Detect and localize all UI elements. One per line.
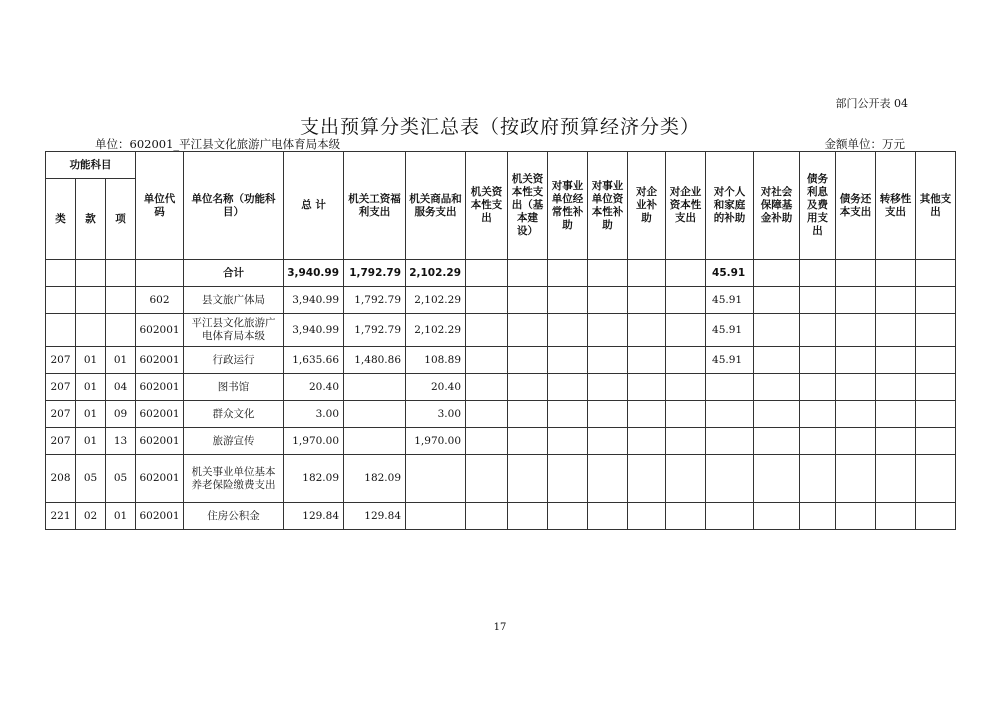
c3-cell [466, 401, 508, 428]
c7-cell [628, 455, 666, 503]
col-header-4: 机关资本性支出（基本建设） [508, 152, 548, 260]
total-cell: 3,940.99 [284, 314, 344, 347]
unit-name-header: 单位名称（功能科目） [184, 152, 284, 260]
c11-cell [800, 374, 836, 401]
c9-cell [706, 455, 754, 503]
c12-cell [836, 401, 876, 428]
kuan-cell: 01 [76, 428, 106, 455]
table-row [46, 455, 956, 503]
c9-cell [706, 503, 754, 530]
c8-cell [666, 287, 706, 314]
code-cell: 602001 [136, 347, 184, 374]
c13-cell [876, 260, 916, 287]
code-cell: 602001 [136, 428, 184, 455]
c1-cell: 1,480.86 [344, 347, 406, 374]
c7-cell [628, 374, 666, 401]
c7-cell [628, 314, 666, 347]
c2-cell: 1,970.00 [406, 428, 466, 455]
c14-cell [916, 503, 956, 530]
name-cell: 群众文化 [184, 401, 284, 428]
xiang-cell [106, 260, 136, 287]
col-header-10: 对社会保障基金补助 [754, 152, 800, 260]
total-cell: 129.84 [284, 503, 344, 530]
c7-cell [628, 428, 666, 455]
c14-cell [916, 401, 956, 428]
table-row [46, 428, 956, 455]
code-cell: 602001 [136, 455, 184, 503]
c6-cell [588, 428, 628, 455]
table-row [46, 347, 956, 374]
c5-cell [548, 374, 588, 401]
c9-cell: 45.91 [706, 287, 754, 314]
c11-cell [800, 314, 836, 347]
c11-cell [800, 347, 836, 374]
xiang-cell [106, 314, 136, 347]
name-cell: 住房公积金 [184, 503, 284, 530]
c13-cell [876, 374, 916, 401]
lei-cell: 207 [46, 347, 76, 374]
lei-cell: 207 [46, 374, 76, 401]
c4-cell [508, 287, 548, 314]
c7-cell [628, 347, 666, 374]
c5-cell [548, 347, 588, 374]
total-cell: 3,940.99 [284, 287, 344, 314]
c13-cell [876, 287, 916, 314]
c2-cell: 3.00 [406, 401, 466, 428]
c1-cell: 129.84 [344, 503, 406, 530]
c8-cell [666, 374, 706, 401]
c9-cell [706, 428, 754, 455]
kuan-cell: 01 [76, 374, 106, 401]
col-header-3: 机关资本性支出 [466, 152, 508, 260]
c13-cell [876, 401, 916, 428]
c1-cell [344, 428, 406, 455]
table-row [46, 260, 956, 287]
code-cell [136, 260, 184, 287]
c2-cell: 2,102.29 [406, 314, 466, 347]
col-header-8: 对企业资本性支出 [666, 152, 706, 260]
col-header-13: 转移性支出 [876, 152, 916, 260]
name-cell: 机关事业单位基本养老保险缴费支出 [184, 455, 284, 503]
c4-cell [508, 347, 548, 374]
table-row [46, 503, 956, 530]
c6-cell [588, 287, 628, 314]
lei-cell: 208 [46, 455, 76, 503]
c10-cell [754, 374, 800, 401]
table-row [46, 314, 956, 347]
c4-cell [508, 374, 548, 401]
c2-cell: 2,102.29 [406, 287, 466, 314]
c14-cell [916, 347, 956, 374]
c1-cell [344, 374, 406, 401]
total-header: 总 计 [284, 152, 344, 260]
c8-cell [666, 401, 706, 428]
c2-cell [406, 503, 466, 530]
name-cell: 旅游宣传 [184, 428, 284, 455]
c12-cell [836, 503, 876, 530]
c10-cell [754, 347, 800, 374]
xiang-cell: 13 [106, 428, 136, 455]
name-cell: 图书馆 [184, 374, 284, 401]
c12-cell [836, 287, 876, 314]
c10-cell [754, 287, 800, 314]
table-row [46, 287, 956, 314]
total-cell: 182.09 [284, 455, 344, 503]
c3-cell [466, 503, 508, 530]
xiang-cell: 09 [106, 401, 136, 428]
c9-cell: 45.91 [706, 260, 754, 287]
c6-cell [588, 455, 628, 503]
c1-cell: 1,792.79 [344, 287, 406, 314]
c11-cell [800, 428, 836, 455]
c10-cell [754, 455, 800, 503]
c9-cell: 45.91 [706, 347, 754, 374]
total-cell: 1,970.00 [284, 428, 344, 455]
kuan-cell: 02 [76, 503, 106, 530]
c5-cell [548, 287, 588, 314]
c6-cell [588, 374, 628, 401]
table-row [46, 401, 956, 428]
xiang-header: 项 [106, 179, 136, 260]
xiang-cell [106, 287, 136, 314]
c1-cell: 1,792.79 [344, 260, 406, 287]
c12-cell [836, 260, 876, 287]
c8-cell [666, 347, 706, 374]
col-header-9: 对个人和家庭的补助 [706, 152, 754, 260]
c2-cell: 2,102.29 [406, 260, 466, 287]
c3-cell [466, 428, 508, 455]
budget-table [45, 151, 956, 530]
c14-cell [916, 455, 956, 503]
lei-cell: 207 [46, 401, 76, 428]
c8-cell [666, 260, 706, 287]
c1-cell: 1,792.79 [344, 314, 406, 347]
table-body [46, 260, 956, 530]
name-cell: 平江县文化旅游广电体育局本级 [184, 314, 284, 347]
c11-cell [800, 287, 836, 314]
c5-cell [548, 503, 588, 530]
code-cell: 602 [136, 287, 184, 314]
c5-cell [548, 428, 588, 455]
col-header-14: 其他支出 [916, 152, 956, 260]
name-cell: 县文旅广体局 [184, 287, 284, 314]
c14-cell [916, 374, 956, 401]
c8-cell [666, 455, 706, 503]
c7-cell [628, 503, 666, 530]
lei-cell [46, 287, 76, 314]
table-row [46, 374, 956, 401]
col-header-1: 机关工资福利支出 [344, 152, 406, 260]
c14-cell [916, 287, 956, 314]
page-title: 支出预算分类汇总表（按政府预算经济分类） [299, 116, 700, 138]
c4-cell [508, 455, 548, 503]
c4-cell [508, 314, 548, 347]
col-header-6: 对事业单位资本性补助 [588, 152, 628, 260]
total-cell: 3.00 [284, 401, 344, 428]
c7-cell [628, 401, 666, 428]
code-cell: 602001 [136, 401, 184, 428]
lei-cell [46, 314, 76, 347]
c6-cell [588, 503, 628, 530]
total-cell: 3,940.99 [284, 260, 344, 287]
c11-cell [800, 401, 836, 428]
c3-cell [466, 374, 508, 401]
lei-cell: 207 [46, 428, 76, 455]
c13-cell [876, 347, 916, 374]
c4-cell [508, 503, 548, 530]
c5-cell [548, 401, 588, 428]
unit-code-header: 单位代码 [136, 152, 184, 260]
c10-cell [754, 503, 800, 530]
c5-cell [548, 260, 588, 287]
col-header-11: 债务利息及费用支出 [800, 152, 836, 260]
c10-cell [754, 314, 800, 347]
c2-cell [406, 455, 466, 503]
c4-cell [508, 401, 548, 428]
c10-cell [754, 401, 800, 428]
c3-cell [466, 287, 508, 314]
c5-cell [548, 314, 588, 347]
c3-cell [466, 260, 508, 287]
c14-cell [916, 428, 956, 455]
code-cell: 602001 [136, 374, 184, 401]
c4-cell [508, 428, 548, 455]
c6-cell [588, 314, 628, 347]
xiang-cell: 04 [106, 374, 136, 401]
col-header-7: 对企业补助 [628, 152, 666, 260]
c6-cell [588, 347, 628, 374]
xiang-cell: 01 [106, 347, 136, 374]
c9-cell [706, 374, 754, 401]
c12-cell [836, 347, 876, 374]
c2-cell: 20.40 [406, 374, 466, 401]
c8-cell [666, 314, 706, 347]
c6-cell [588, 401, 628, 428]
c12-cell [836, 374, 876, 401]
name-cell: 合计 [184, 260, 284, 287]
c12-cell [836, 455, 876, 503]
func-subject-header: 功能科目 [46, 152, 136, 179]
kuan-cell [76, 260, 106, 287]
c7-cell [628, 260, 666, 287]
unit-label: 单位：602001_平江县文化旅游广电体育局本级 [95, 137, 341, 151]
c13-cell [876, 503, 916, 530]
c13-cell [876, 314, 916, 347]
lei-cell: 221 [46, 503, 76, 530]
xiang-cell: 01 [106, 503, 136, 530]
c3-cell [466, 455, 508, 503]
code-cell: 602001 [136, 314, 184, 347]
c10-cell [754, 260, 800, 287]
total-cell: 20.40 [284, 374, 344, 401]
lei-header: 类 [46, 179, 76, 260]
amount-unit-label: 金额单位：万元 [824, 137, 905, 151]
c1-cell: 182.09 [344, 455, 406, 503]
name-cell: 行政运行 [184, 347, 284, 374]
c9-cell [706, 401, 754, 428]
c11-cell [800, 455, 836, 503]
c8-cell [666, 428, 706, 455]
lei-cell [46, 260, 76, 287]
c3-cell [466, 314, 508, 347]
c14-cell [916, 314, 956, 347]
page-number: 17 [493, 622, 507, 633]
c12-cell [836, 428, 876, 455]
c2-cell: 108.89 [406, 347, 466, 374]
c13-cell [876, 428, 916, 455]
xiang-cell: 05 [106, 455, 136, 503]
c11-cell [800, 260, 836, 287]
table-number: 部门公开表 04 [835, 97, 908, 110]
c3-cell [466, 347, 508, 374]
kuan-cell: 05 [76, 455, 106, 503]
c4-cell [508, 260, 548, 287]
c7-cell [628, 287, 666, 314]
c12-cell [836, 314, 876, 347]
c1-cell [344, 401, 406, 428]
c10-cell [754, 428, 800, 455]
c13-cell [876, 455, 916, 503]
kuan-cell: 01 [76, 401, 106, 428]
c11-cell [800, 503, 836, 530]
col-header-2: 机关商品和服务支出 [406, 152, 466, 260]
kuan-cell [76, 314, 106, 347]
kuan-cell [76, 287, 106, 314]
c14-cell [916, 260, 956, 287]
col-header-12: 债务还本支出 [836, 152, 876, 260]
col-header-5: 对事业单位经常性补助 [548, 152, 588, 260]
c5-cell [548, 455, 588, 503]
code-cell: 602001 [136, 503, 184, 530]
kuan-cell: 01 [76, 347, 106, 374]
c6-cell [588, 260, 628, 287]
kuan-header: 款 [76, 179, 106, 260]
total-cell: 1,635.66 [284, 347, 344, 374]
c8-cell [666, 503, 706, 530]
c9-cell: 45.91 [706, 314, 754, 347]
